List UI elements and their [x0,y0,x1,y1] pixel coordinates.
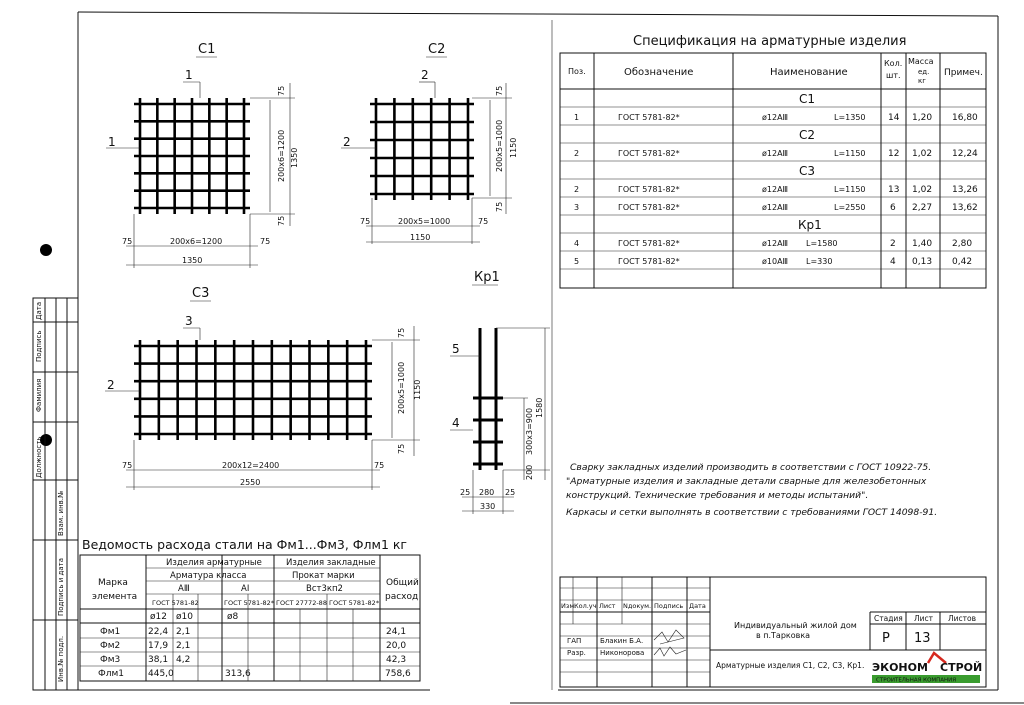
spec-row-2-qty: 12 [888,149,900,159]
spec-group-c1: С1 [799,92,816,106]
tb-header-sign: Подпись [654,602,684,610]
c3-title: С3 [192,286,210,301]
logo-subtitle: СТРОИТЕЛЬНАЯ КОМПАНИЯ [876,677,957,684]
spec-row-4-gost: ГОСТ 5781-82* [618,203,680,212]
spec-row-1-note: 16,80 [952,113,978,123]
steel-header-d10: ø10 [176,612,193,622]
steel-row-1-total: 24,1 [386,627,407,637]
kp1-dim-right-mid: 300x3=900 [525,407,534,455]
tb-sheet-label: Лист [914,614,934,623]
kp1-callout-5: 5 [452,342,460,356]
spec-row-5-bar: ø12АⅢ [762,239,789,248]
spec-row-2-note: 12,24 [952,149,978,159]
spec-header-mass-1: Масса [908,57,934,66]
tb-stage-label: Стадия [874,614,903,623]
spec-row-6-mass: 0,13 [912,257,933,267]
kp1-dim-right-bottom: 200 [525,464,534,480]
steel-header-gost-a1: ГОСТ 5781-82* [224,599,275,607]
c3-dim-right-top: 75 [397,327,406,338]
c3-dim-right-mid: 200x5=1000 [397,361,406,414]
spec-row-3-gost: ГОСТ 5781-82* [618,185,680,194]
spec-row-6-note: 0,42 [952,257,973,267]
c1-dim-right-top: 75 [277,85,286,96]
spec-row-2-len: L=1150 [834,149,866,158]
spec-row-2-pos: 2 [574,149,580,158]
kp1-dim-bottom-left: 25 [460,488,471,497]
spec-row-6-pos: 5 [574,257,580,266]
spec-row-6-qty: 4 [890,257,896,267]
spec-row-6-bar: ø10АⅢ [762,257,789,266]
steel-row-4-total: 758,6 [385,669,411,679]
spec-row-3-mass: 1,02 [912,185,933,195]
c2-dim-right-bottom: 75 [495,201,504,212]
spec-group-c2: С2 [799,128,816,142]
c3-dim-bottom-left: 75 [122,461,133,470]
spec-header-note: Примеч. [944,68,983,78]
spec-header-qty-2: шт. [886,71,901,80]
binding-hole [40,244,52,256]
spec-group-c3: С3 [799,164,816,178]
spec-group-kp1: Кр1 [798,218,822,232]
spec-row-1-mass: 1,20 [912,113,933,123]
c2-dim-bottom-right: 75 [478,217,489,226]
spec-header-pos: Поз. [568,67,586,76]
steel-header-mark-1: Марка [98,578,128,588]
spec-row-3-len: L=1150 [834,185,866,194]
c2-dim-bottom-total: 1150 [410,233,431,242]
c2-dim-bottom-mid: 200x5=1000 [398,217,451,226]
steel-row-4-d12: 445,0 [148,669,174,679]
c1-dim-bottom-right: 75 [260,237,271,246]
steel-header-d12: ø12 [150,612,167,622]
stamp-label-surname: Фамилия [35,378,43,412]
spec-row-2-mass: 1,02 [912,149,933,159]
tb-dev-name: Никонорова [600,649,645,657]
tb-header-count: Кол.уч [574,602,597,610]
steel-header-d8: ø8 [227,612,239,622]
steel-header-gost-a3: ГОСТ 5781-82 [152,599,199,607]
note-line-3: конструкций. Технические требования и методы испытаний". [566,490,869,501]
steel-header-total-2: расход [385,592,419,602]
c1-dim-bottom-mid: 200x6=1200 [170,237,223,246]
c1-dim-right-total: 1350 [290,147,299,168]
steel-row-2-mark: Фм2 [100,641,121,651]
tb-project-line-1: Индивидуальный жилой дом [734,621,857,630]
note-line-4: Каркасы и сетки выполнять в соответствии с требованиями ГОСТ 14098-91. [566,507,938,518]
steel-title: Ведомость расхода стали на Фм1...Фм3, Флм1 кг [82,537,407,552]
spec-row-5-qty: 2 [890,239,896,249]
note-line-2: "Арматурные изделия и закладные детали сварные для железобетонных [566,476,927,487]
steel-row-3-d10: 4,2 [176,655,191,665]
kp1-dim-right-total: 1580 [535,397,544,418]
spec-row-3-qty: 13 [888,185,900,195]
spec-row-5-mass: 1,40 [912,239,933,249]
kp1-dim-bottom-total: 330 [480,502,496,511]
spec-header-designation: Обозначение [624,67,694,78]
c2-dim-bottom-left: 75 [360,217,371,226]
steel-row-2-total: 20,0 [386,641,407,651]
spec-row-6-gost: ГОСТ 5781-82* [618,257,680,266]
tb-stage-value: Р [882,631,890,646]
kp1-dim-bottom-mid: 280 [479,488,495,497]
c2-callout-left: 2 [343,135,351,149]
spec-row-1-qty: 14 [888,113,900,123]
logo-word-1: ЭКОНОМ [872,661,928,674]
c3-dim-bottom-mid: 200x12=2400 [222,461,280,470]
spec-row-1-len: L=1350 [834,113,866,122]
spec-row-1-gost: ГОСТ 5781-82* [618,113,680,122]
tb-gip-name: Блакин Б.А. [600,637,644,645]
stamp-label-original-inv: Инв.№ подл. [57,635,65,682]
company-logo [870,652,982,685]
c2-dim-right-total: 1150 [509,137,518,158]
steel-header-class: Арматура класса [170,571,247,581]
stamp-label-replaced-inv: Взам. инв.№ [57,490,65,536]
spec-row-1-bar: ø12АⅢ [762,113,789,122]
spec-row-2-bar: ø12АⅢ [762,149,789,158]
c2-title: С2 [428,42,446,57]
stamp-label-position: Должность [35,436,43,478]
steel-row-4-d8: 313,6 [225,669,251,679]
spec-row-3-pos: 2 [574,185,580,194]
stamp-label-signature: Подпись [35,330,43,362]
spec-row-4-len: L=2550 [834,203,866,212]
c3-dim-right-total: 1150 [413,379,422,400]
kp1-callout-4: 4 [452,416,460,430]
steel-row-1-d12: 22,4 [148,627,169,637]
note-line-1: Сварку закладных изделий производить в соответствии с ГОСТ 10922-75. [570,462,932,473]
steel-row-3-total: 42,3 [386,655,407,665]
spec-row-4-pos: 3 [574,203,580,212]
steel-header-embed: Изделия закладные [286,558,376,568]
tb-header-sheet: Лист [599,602,616,610]
spec-header-mass-2: ед. [918,68,930,76]
steel-header-a1: АⅠ [241,584,250,594]
steel-header-mark-2: элемента [92,592,138,602]
spec-header-qty-1: Кол. [884,59,903,68]
c1-title: С1 [198,42,216,57]
c2-dim-right-mid: 200x5=1000 [495,119,504,172]
steel-row-3-d12: 38,1 [148,655,169,665]
c3-callout-top: 3 [185,314,193,328]
spec-row-5-pos: 4 [574,239,580,248]
tb-sheet-title: Арматурные изделия С1, С2, С3, Кр1. [716,661,865,670]
spec-row-5-note: 2,80 [952,239,973,249]
kp1-title: Кр1 [474,270,500,285]
tb-project-line-2: в п.Тарковка [756,631,811,640]
steel-row-1-mark: Фм1 [100,627,121,637]
c3-dim-right-bottom: 75 [397,443,406,454]
steel-header-rebar: Изделия арматурные [166,558,262,568]
c3-callout-left: 2 [107,378,115,392]
c1-dim-right-mid: 200x6=1200 [277,129,286,182]
c1-dim-right-bottom: 75 [277,215,286,226]
logo-word-2: СТРОЙ [940,661,983,674]
tb-sheets-label: Листов [948,614,977,623]
spec-row-4-bar: ø12АⅢ [762,203,789,212]
c2-callout-top: 2 [421,68,429,82]
steel-header-total-1: Общий [386,578,419,588]
spec-row-1-pos: 1 [574,113,580,122]
tb-header-change: Изм. [561,602,577,610]
tb-gip-role: ГАП [567,637,582,645]
c2-dim-right-top: 75 [495,85,504,96]
spec-row-4-note: 13,62 [952,203,978,213]
c1-dim-bottom-total: 1350 [182,256,203,265]
steel-header-gost-e2: ГОСТ 5781-82* [329,599,380,607]
steel-header-gost-e1: ГОСТ 27772-88 [276,599,327,607]
stamp-label-sign-date: Подпись и дата [57,558,65,616]
spec-row-6-len: L=330 [806,257,833,266]
steel-row-1-d10: 2,1 [176,627,191,637]
spec-row-3-bar: ø12АⅢ [762,185,789,194]
spec-title: Спецификация на арматурные изделия [633,34,907,49]
tb-sheet-value: 13 [914,631,931,646]
spec-row-2-gost: ГОСТ 5781-82* [618,149,680,158]
spec-row-5-len: L=1580 [806,239,838,248]
spec-header-mass-3: кг [918,77,926,85]
spec-row-4-qty: 6 [890,203,896,213]
spec-row-3-note: 13,26 [952,185,978,195]
tb-header-doc: Nдокум. [623,602,652,610]
steel-row-2-d12: 17,9 [148,641,169,651]
c1-dim-bottom-left: 75 [122,237,133,246]
c1-callout-left: 1 [108,135,116,149]
spec-row-4-mass: 2,27 [912,203,933,213]
steel-row-3-mark: Фм3 [100,655,121,665]
tb-dev-role: Разр. [567,649,586,657]
c3-dim-bottom-right: 75 [374,461,385,470]
c1-callout-top: 1 [185,68,193,82]
steel-header-rolled: Прокат марки [292,571,355,581]
kp1-dim-bottom-right: 25 [505,488,516,497]
steel-header-a3: АⅢ [178,584,190,594]
steel-row-2-d10: 2,1 [176,641,191,651]
steel-header-grade: Вст3кп2 [306,584,343,594]
stamp-label-date: Дата [35,301,43,320]
spec-row-5-gost: ГОСТ 5781-82* [618,239,680,248]
c3-dim-bottom-total: 2550 [240,478,261,487]
tb-header-date: Дата [689,602,706,610]
spec-header-name: Наименование [770,67,848,78]
steel-row-4-mark: Флм1 [98,669,125,679]
